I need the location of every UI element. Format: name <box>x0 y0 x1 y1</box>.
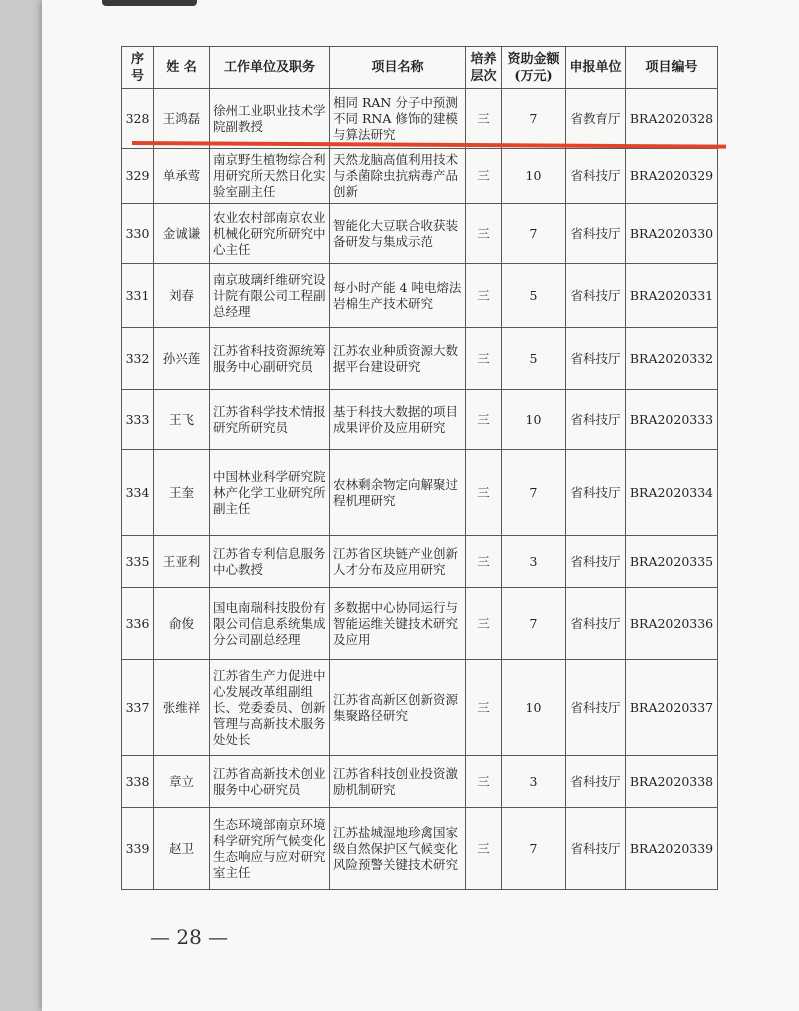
header-project: 项目名称 <box>330 47 466 89</box>
cell-amount: 10 <box>502 149 566 204</box>
cell-level: 三 <box>466 450 502 536</box>
cell-no: 328 <box>122 89 154 149</box>
cell-applicant: 省科技厅 <box>566 264 626 328</box>
cell-name: 王飞 <box>154 390 210 450</box>
table-row <box>122 450 718 536</box>
cell-code: BRA2020330 <box>626 204 718 264</box>
cell-amount: 3 <box>502 756 566 808</box>
cell-name: 单承莺 <box>154 149 210 204</box>
header-applicant: 申报单位 <box>566 47 626 89</box>
table-row <box>122 149 718 204</box>
header-unit: 工作单位及职务 <box>210 47 330 89</box>
binder-clip-shadow <box>102 0 197 6</box>
cell-code: BRA2020329 <box>626 149 718 204</box>
cell-applicant: 省科技厅 <box>566 808 626 890</box>
cell-unit: 江苏省高新技术创业服务中心研究员 <box>210 756 330 808</box>
cell-no: 333 <box>122 390 154 450</box>
cell-project: 天然龙脑高值利用技术与杀菌除虫抗病毒产品创新 <box>330 149 466 204</box>
table-row <box>122 808 718 890</box>
cell-project: 江苏省科技创业投资激励机制研究 <box>330 756 466 808</box>
cell-level: 三 <box>466 660 502 756</box>
cell-unit: 江苏省生产力促进中心发展改革组副组长、党委委员、创新管理与高新技术服务处处长 <box>210 660 330 756</box>
table-row <box>122 264 718 328</box>
cell-code: BRA2020337 <box>626 660 718 756</box>
cell-no: 330 <box>122 204 154 264</box>
cell-level: 三 <box>466 89 502 149</box>
cell-project: 智能化大豆联合收获装备研发与集成示范 <box>330 204 466 264</box>
header-level: 培养层次 <box>466 47 502 89</box>
cell-name: 张维祥 <box>154 660 210 756</box>
cell-applicant: 省科技厅 <box>566 204 626 264</box>
cell-code: BRA2020339 <box>626 808 718 890</box>
cell-name: 王鸿磊 <box>154 89 210 149</box>
cell-amount: 7 <box>502 89 566 149</box>
table-row <box>122 390 718 450</box>
cell-applicant: 省教育厅 <box>566 89 626 149</box>
cell-name: 孙兴莲 <box>154 328 210 390</box>
cell-amount: 5 <box>502 264 566 328</box>
table-row <box>122 328 718 390</box>
cell-no: 336 <box>122 588 154 660</box>
cell-code: BRA2020334 <box>626 450 718 536</box>
cell-project: 江苏省高新区创新资源集聚路径研究 <box>330 660 466 756</box>
cell-project: 相同 RAN 分子中预测不同 RNA 修饰的建模与算法研究 <box>330 89 466 149</box>
cell-code: BRA2020331 <box>626 264 718 328</box>
cell-level: 三 <box>466 204 502 264</box>
cell-name: 赵卫 <box>154 808 210 890</box>
cell-applicant: 省科技厅 <box>566 390 626 450</box>
cell-level: 三 <box>466 390 502 450</box>
cell-amount: 10 <box>502 660 566 756</box>
cell-applicant: 省科技厅 <box>566 328 626 390</box>
cell-code: BRA2020332 <box>626 328 718 390</box>
cell-amount: 7 <box>502 588 566 660</box>
header-name: 姓 名 <box>154 47 210 89</box>
cell-applicant: 省科技厅 <box>566 588 626 660</box>
table-row <box>122 588 718 660</box>
cell-applicant: 省科技厅 <box>566 756 626 808</box>
cell-applicant: 省科技厅 <box>566 536 626 588</box>
cell-name: 金诚谦 <box>154 204 210 264</box>
cell-unit: 中国林业科学研究院林产化学工业研究所副主任 <box>210 450 330 536</box>
page-number: — 28 — <box>150 925 229 949</box>
header-amount: 资助金额(万元) <box>502 47 566 89</box>
funding-table <box>121 46 718 890</box>
cell-amount: 3 <box>502 536 566 588</box>
cell-name: 刘春 <box>154 264 210 328</box>
cell-project: 江苏农业种质资源大数据平台建设研究 <box>330 328 466 390</box>
cell-amount: 10 <box>502 390 566 450</box>
cell-name: 王亚利 <box>154 536 210 588</box>
cell-project: 每小时产能 4 吨电熔法岩棉生产技术研究 <box>330 264 466 328</box>
cell-no: 329 <box>122 149 154 204</box>
cell-applicant: 省科技厅 <box>566 660 626 756</box>
header-row <box>122 47 718 89</box>
cell-project: 基于科技大数据的项目成果评价及应用研究 <box>330 390 466 450</box>
cell-no: 339 <box>122 808 154 890</box>
cell-no: 332 <box>122 328 154 390</box>
cell-code: BRA2020336 <box>626 588 718 660</box>
cell-level: 三 <box>466 756 502 808</box>
cell-unit: 徐州工业职业技术学院副教授 <box>210 89 330 149</box>
cell-unit: 江苏省科技资源统筹服务中心副研究员 <box>210 328 330 390</box>
cell-code: BRA2020338 <box>626 756 718 808</box>
cell-no: 334 <box>122 450 154 536</box>
cell-unit: 南京野生植物综合利用研究所天然日化实验室副主任 <box>210 149 330 204</box>
cell-level: 三 <box>466 588 502 660</box>
cell-unit: 生态环境部南京环境科学研究所气候变化生态响应与应对研究室主任 <box>210 808 330 890</box>
cell-name: 王奎 <box>154 450 210 536</box>
cell-project: 农林剩余物定向解聚过程机理研究 <box>330 450 466 536</box>
cell-amount: 7 <box>502 450 566 536</box>
cell-no: 335 <box>122 536 154 588</box>
cell-amount: 7 <box>502 808 566 890</box>
cell-project: 多数据中心协同运行与智能运维关键技术研究及应用 <box>330 588 466 660</box>
cell-applicant: 省科技厅 <box>566 450 626 536</box>
header-code: 项目编号 <box>626 47 718 89</box>
cell-code: BRA2020335 <box>626 536 718 588</box>
cell-level: 三 <box>466 149 502 204</box>
table-row <box>122 536 718 588</box>
cell-unit: 国电南瑞科技股份有限公司信息系统集成分公司副总经理 <box>210 588 330 660</box>
cell-unit: 江苏省科学技术情报研究所研究员 <box>210 390 330 450</box>
cell-project: 江苏省区块链产业创新人才分布及应用研究 <box>330 536 466 588</box>
cell-level: 三 <box>466 808 502 890</box>
cell-code: BRA2020333 <box>626 390 718 450</box>
cell-amount: 7 <box>502 204 566 264</box>
cell-unit: 南京玻璃纤维研究设计院有限公司工程副总经理 <box>210 264 330 328</box>
cell-no: 337 <box>122 660 154 756</box>
table-row <box>122 660 718 756</box>
cell-amount: 5 <box>502 328 566 390</box>
cell-level: 三 <box>466 536 502 588</box>
cell-project: 江苏盐城湿地珍禽国家级自然保护区气候变化风险预警关键技术研究 <box>330 808 466 890</box>
cell-applicant: 省科技厅 <box>566 149 626 204</box>
cell-level: 三 <box>466 328 502 390</box>
table-row <box>122 204 718 264</box>
cell-level: 三 <box>466 264 502 328</box>
cell-code: BRA2020328 <box>626 89 718 149</box>
cell-unit: 农业农村部南京农业机械化研究所研究中心主任 <box>210 204 330 264</box>
header-no: 序号 <box>122 47 154 89</box>
cell-no: 338 <box>122 756 154 808</box>
table-row <box>122 756 718 808</box>
table-row <box>122 89 718 149</box>
cell-name: 章立 <box>154 756 210 808</box>
cell-name: 俞俊 <box>154 588 210 660</box>
cell-unit: 江苏省专利信息服务中心教授 <box>210 536 330 588</box>
cell-no: 331 <box>122 264 154 328</box>
